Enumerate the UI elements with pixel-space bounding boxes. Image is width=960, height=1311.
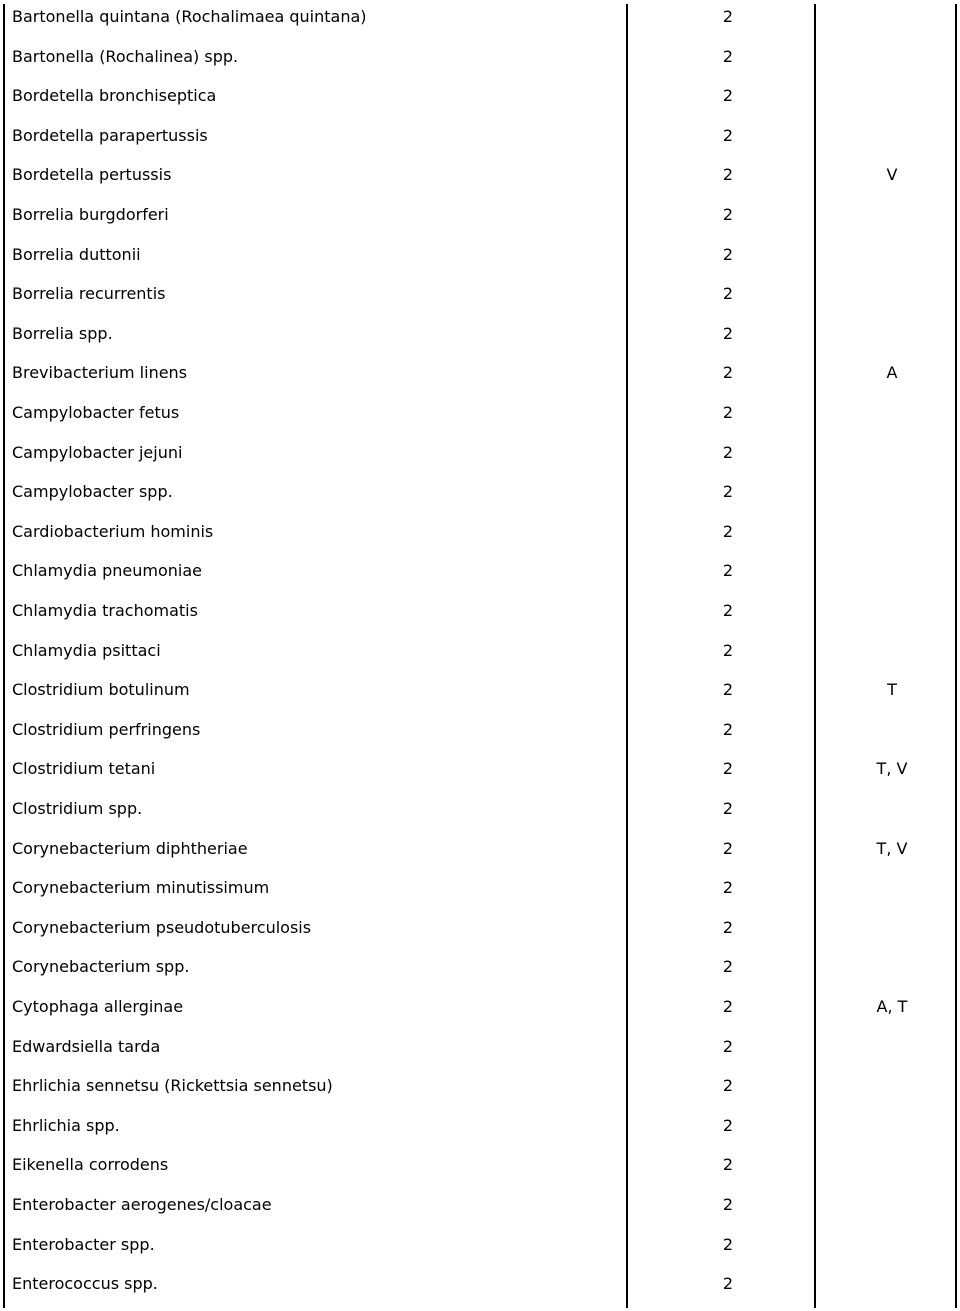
risk-group: 2 (722, 759, 734, 779)
organism-name: Clostridium tetani (12, 759, 156, 779)
table-row (0, 1073, 960, 1113)
organism-name: Bordetella pertussis (12, 165, 172, 185)
organism-name: Corynebacterium pseudotuberculosis (12, 917, 312, 937)
risk-group: 2 (722, 1234, 734, 1254)
table-row (0, 994, 960, 1034)
organism-name: Borrelia spp. (12, 323, 113, 343)
risk-group: 2 (722, 680, 734, 700)
organism-name: Ehrlichia sennetsu (Rickettsia sennetsu) (12, 1076, 333, 1096)
table-row (0, 598, 960, 638)
organism-name: Enterococcus spp. (12, 1274, 158, 1294)
risk-group: 2 (722, 125, 734, 145)
organism-name: Corynebacterium diphtheriae (12, 838, 248, 858)
notes: A, T (876, 997, 908, 1016)
table-row (0, 360, 960, 400)
table-row (0, 796, 960, 836)
organism-name: Corynebacterium minutissimum (12, 878, 270, 898)
table-row (0, 836, 960, 876)
risk-group: 2 (722, 323, 734, 343)
organism-name: Borrelia duttonii (12, 244, 141, 264)
risk-group: 2 (722, 838, 734, 858)
notes: T, V (876, 838, 908, 858)
table-row (0, 954, 960, 994)
table-row (0, 281, 960, 321)
table-row (0, 440, 960, 480)
risk-group: 2 (722, 799, 734, 818)
risk-group: 2 (722, 521, 734, 541)
organism-name: Clostridium spp. (12, 799, 143, 818)
organism-name: Brevibacterium linens (12, 363, 188, 383)
organism-name: Clostridium perfringens (12, 719, 201, 739)
risk-group: 2 (722, 917, 734, 937)
notes: T, V (876, 759, 908, 779)
risk-group: 2 (722, 165, 734, 185)
organism-name: Ehrlichia spp. (12, 1115, 120, 1135)
table-row (0, 1192, 960, 1232)
table-row (0, 1152, 960, 1192)
notes: V (886, 165, 898, 185)
table-row (0, 1271, 960, 1311)
risk-group: 2 (722, 878, 734, 898)
table-row (0, 717, 960, 757)
organism-name: Corynebacterium spp. (12, 957, 190, 977)
risk-group: 2 (722, 997, 734, 1016)
notes: A (886, 363, 898, 383)
organism-name: Campylobacter fetus (12, 403, 180, 422)
organism-name: Bartonella (Rochalinea) spp. (12, 46, 239, 66)
notes: T (887, 680, 897, 700)
table-row (0, 519, 960, 559)
table-row (0, 123, 960, 163)
risk-group: 2 (722, 482, 734, 502)
risk-group: 2 (722, 640, 734, 660)
organism-name: Borrelia burgdorferi (12, 205, 169, 224)
organism-name: Cytophaga allerginae (12, 997, 184, 1016)
table-row (0, 202, 960, 242)
organism-name: Bordetella bronchiseptica (12, 86, 217, 106)
table-row (0, 638, 960, 678)
organism-name: Bordetella parapertussis (12, 125, 208, 145)
organism-name: Clostridium botulinum (12, 680, 190, 700)
risk-group: 2 (722, 244, 734, 264)
organism-name: Bartonella quintana (Rochalimaea quintana) (12, 7, 367, 26)
table-row (0, 875, 960, 915)
table-row (0, 677, 960, 717)
risk-group: 2 (722, 284, 734, 304)
table-row (0, 479, 960, 519)
organism-name: Borrelia recurrentis (12, 284, 166, 304)
table-row (0, 1034, 960, 1074)
risk-group: 2 (722, 7, 734, 26)
table-row (0, 242, 960, 282)
risk-group: 2 (722, 363, 734, 383)
table-row (0, 1232, 960, 1272)
table-row (0, 44, 960, 84)
risk-group: 2 (722, 46, 734, 66)
risk-group: 2 (722, 1274, 734, 1294)
risk-group: 2 (722, 1195, 734, 1214)
organism-name: Enterobacter spp. (12, 1234, 155, 1254)
table-row (0, 558, 960, 598)
risk-group: 2 (722, 1155, 734, 1175)
organism-name: Edwardsiella tarda (12, 1036, 161, 1056)
risk-group: 2 (722, 86, 734, 106)
risk-group: 2 (722, 957, 734, 977)
risk-group: 2 (722, 442, 734, 462)
table-row (0, 1113, 960, 1153)
organism-name: Enterobacter aerogenes/cloacae (12, 1195, 272, 1214)
organism-name: Chlamydia psittaci (12, 640, 161, 660)
risk-group: 2 (722, 561, 734, 581)
table-row (0, 162, 960, 202)
risk-group: 2 (722, 205, 734, 224)
organism-name: Eikenella corrodens (12, 1155, 169, 1175)
risk-group: 2 (722, 1036, 734, 1056)
organism-name: Cardiobacterium hominis (12, 521, 214, 541)
organism-name: Campylobacter spp. (12, 482, 173, 502)
organism-name: Campylobacter jejuni (12, 442, 183, 462)
organism-name: Chlamydia trachomatis (12, 601, 198, 620)
risk-group: 2 (722, 403, 734, 422)
table-row (0, 83, 960, 123)
risk-group: 2 (722, 1115, 734, 1135)
organism-name: Chlamydia pneumoniae (12, 561, 202, 581)
risk-group: 2 (722, 719, 734, 739)
table-row (0, 915, 960, 955)
table-row (0, 756, 960, 796)
table-row (0, 400, 960, 440)
risk-group: 2 (722, 601, 734, 620)
table-row (0, 321, 960, 361)
table-row (0, 4, 960, 44)
risk-group: 2 (722, 1076, 734, 1096)
